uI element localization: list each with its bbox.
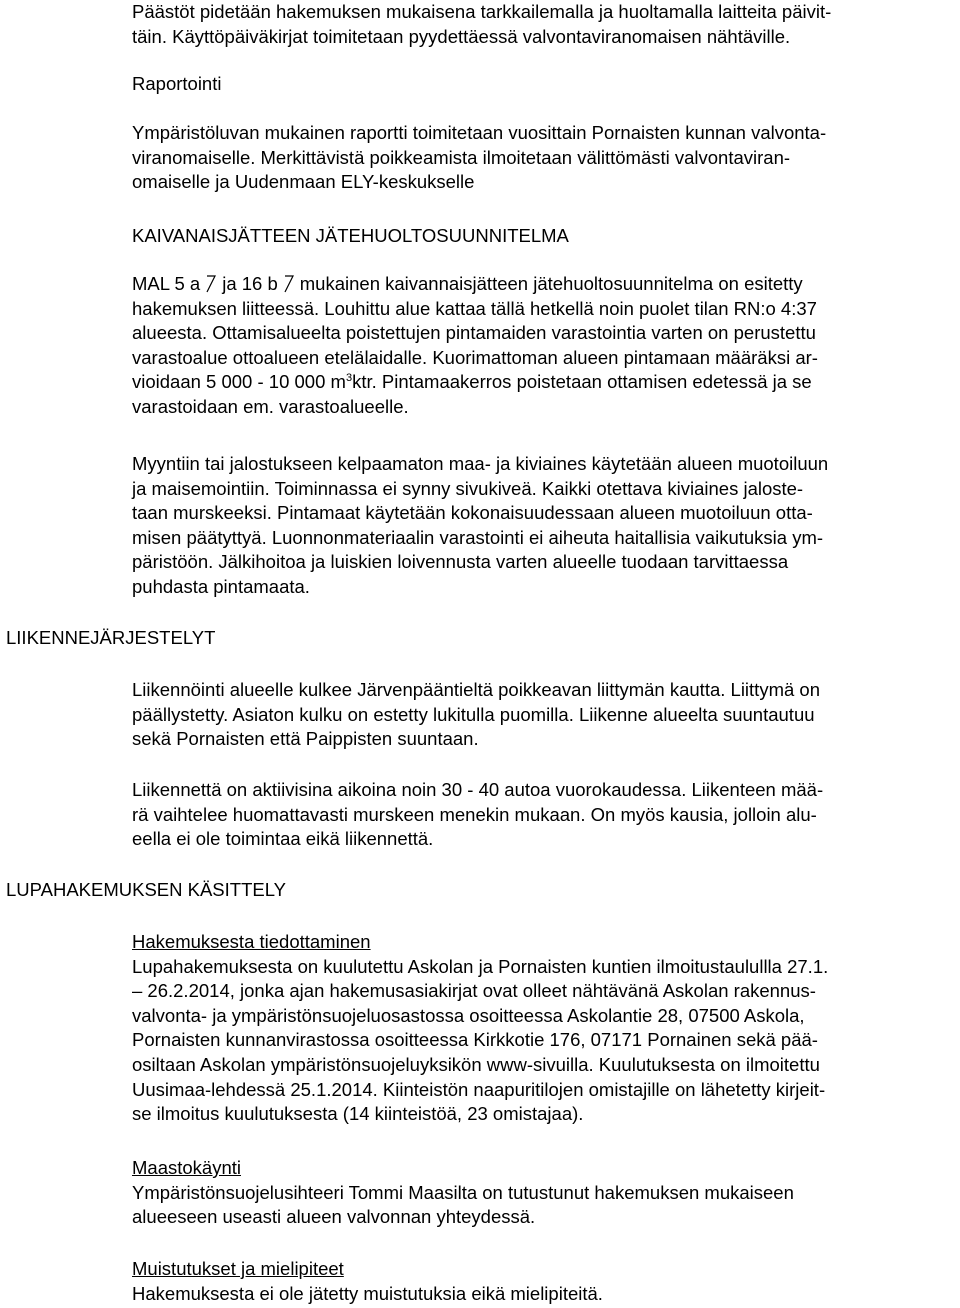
text-line: Ympäristöluvan mukainen raportti toimitetaan vuosittain Pornaisten kunnan valvonta- xyxy=(132,122,827,143)
text-line: varastoidaan em. varastoalueelle. xyxy=(132,395,409,417)
text-line: omaiselle ja Uudenmaan ELY-keskukselle xyxy=(132,171,475,193)
paragraph-paastot xyxy=(132,0,960,49)
text-line: varastoalue ottoalueen etelälaidalle. Kuorimattoman alueen pintamaan määräksi ar- xyxy=(132,346,818,368)
text-line: osiltaan Askolan ympäristönsuojeluyksikön www-sivuilla. Kuulutuksesta on ilmoitettu xyxy=(132,1053,820,1075)
text-line: Liikennöinti alueelle kulkee Järvenpääntieltä poikkeavan liittymän kautta. Liittymä on xyxy=(132,679,820,700)
heading-liikennejarjestelyt: LIIKENNEJÄRJESTELYT xyxy=(6,627,216,648)
text-line: eella ei ole toimintaa eikä liikennettä. xyxy=(132,828,434,850)
text-line: sekä Pornaisten että Paippisten suuntaan. xyxy=(132,728,479,750)
paragraph-liikennemaarat xyxy=(132,778,960,852)
text-line: valvonta- ja ympäristönsuojeluosastossa osoitteessa Askolantie 28, 07500 Askola, xyxy=(132,1004,805,1026)
subheading-muistutukset: Muistutukset ja mielipiteet xyxy=(132,1258,344,1279)
subheading-maastokaynti: Maastokäynti xyxy=(132,1157,241,1178)
text-line: Päästöt pidetään hakemuksen mukaisena tarkkailemalla ja huoltamalla laitteita päivit- xyxy=(132,1,832,22)
text-line: Lupahakemuksesta on kuulutettu Askolan ja Pornaisten kuntien ilmoitustaulullla 27.1. xyxy=(132,955,829,977)
heading-raportointi: Raportointi xyxy=(132,73,222,94)
paragraph-liikennointi xyxy=(132,678,960,752)
superscript-3: 3 xyxy=(345,372,353,385)
text-line: se ilmoitus kuulutuksesta (14 kiinteistöä, 23 omistajaa). xyxy=(132,1103,584,1125)
text-line xyxy=(132,272,960,297)
text-line: päällystetty. Asiaton kulku on estetty lukitulla puomilla. Liikenne alueelta suuntautuu xyxy=(132,703,815,725)
paragraph-raportointi xyxy=(132,121,960,195)
text-line: viranomaiselle. Merkittävistä poikkeamista ilmoitetaan välittömästi valvontaviran- xyxy=(132,146,791,168)
subheading-tiedottaminen: Hakemuksesta tiedottaminen xyxy=(132,931,371,952)
text-line: alueeseen useasti alueen valvonnan yhteydessä. xyxy=(132,1206,536,1228)
text-line: alueesta. Ottamisalueelta poistettujen pintamaiden varastointia varten on perustettu xyxy=(132,322,816,344)
section-tiedottaminen xyxy=(132,930,960,1127)
text-line: hakemuksen liitteessä. Louhittu alue kattaa tällä hetkellä noin puolet tilan RN:o 4:37 xyxy=(132,297,817,319)
text-line: Myyntiin tai jalostukseen kelpaamaton maa- ja kiviaines käytetään alueen muotoiluun xyxy=(132,453,829,474)
law-ref-text: mukainen kaivannaisjätteen jätehuoltosuunnitelma on esitetty xyxy=(299,273,803,294)
text-line xyxy=(132,370,960,395)
section-sign-icon xyxy=(284,275,294,293)
section-maastokaynti xyxy=(132,1156,960,1230)
law-ref-b: ja 16 b xyxy=(222,273,278,294)
text-line: Uusimaa-lehdessä 25.1.2014. Kiinteistön naapuritilojen omistajille on lähetetty kirjeit- xyxy=(132,1078,826,1100)
text-line: Pornaisten kunnanvirastossa osoitteessa Kirkkotie 176, 07171 Pornainen sekä pää- xyxy=(132,1029,818,1051)
heading-lupahakemuksen-kasittely: LUPAHAKEMUKSEN KÄSITTELY xyxy=(6,879,286,900)
text-line: täin. Käyttöpäiväkirjat toimitetaan pyydettäessä valvontaviranomaisen nähtäville. xyxy=(132,25,791,47)
law-ref-a: MAL 5 a xyxy=(132,273,201,294)
volume-text-rest: ktr. Pintamaakerros poistetaan ottamisen edetessä ja se xyxy=(352,371,812,393)
heading-jatehuoltosuunnitelma: KAIVANAISJÄTTEEN JÄTEHUOLTOSUUNNITELMA xyxy=(132,225,569,246)
text-line: Liikennettä on aktiivisina aikoina noin 30 - 40 autoa vuorokaudessa. Liikenteen mää- xyxy=(132,779,824,800)
paragraph-myynti xyxy=(132,452,960,600)
paragraph-jatehuoltosuunnitelma xyxy=(132,272,960,420)
text-line: taan murskeeksi. Pintamaat käytetään kokonaisuudessaan alueen muotoiluun otta- xyxy=(132,502,813,524)
text-line: Hakemuksesta ei ole jätetty muistutuksia eikä mielipiteitä. xyxy=(132,1282,603,1304)
section-sign-icon xyxy=(206,275,216,293)
text-line: puhdasta pintamaata. xyxy=(132,575,310,597)
text-line: misen päätyttyä. Luonnonmateriaalin varastointi ei aiheuta haitallisia vaikutuksia ym- xyxy=(132,526,824,548)
text-line: rä vaihtelee huomattavasti murskeen menekin mukaan. On myös kausia, jolloin alu- xyxy=(132,803,817,825)
volume-text: vioidaan 5 000 - 10 000 m xyxy=(132,371,346,393)
text-line: Ympäristönsuojelusihteeri Tommi Maasilta on tutustunut hakemuksen mukaiseen xyxy=(132,1181,794,1203)
text-line: – 26.2.2014, jonka ajan hakemusasiakirjat ovat olleet nähtävänä Askolan rakennus- xyxy=(132,980,816,1002)
section-muistutukset xyxy=(132,1257,960,1306)
text-line: ja maisemointiin. Toiminnassa ei synny sivukiveä. Kaikki otettava kiviaines jaloste- xyxy=(132,477,804,499)
text-line: päristöön. Jälkihoitoa ja luiskien loivennusta varten alueelle tuodaan tarvittaessa xyxy=(132,551,789,573)
